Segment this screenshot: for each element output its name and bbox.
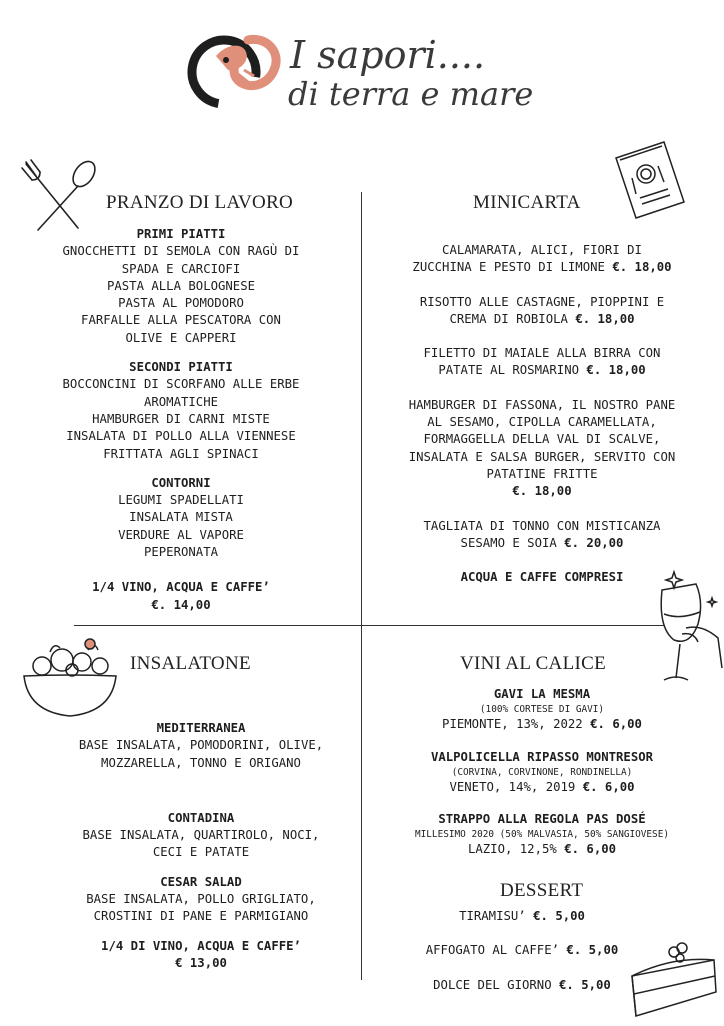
list-item: SPADA E CARCIOFI xyxy=(121,261,241,276)
list-item: VERDURE AL VAPORE xyxy=(118,527,244,542)
wine-name: GAVI LA MESMA xyxy=(493,687,591,701)
list-item: PEPERONATA xyxy=(143,545,219,560)
item-name: CESAR SALAD xyxy=(160,874,242,889)
wine-price: €. 6,00 xyxy=(582,779,635,794)
minicarta-section xyxy=(372,242,712,586)
item-line: CROSTINI DI PANE E PARMIGIANO xyxy=(93,909,309,924)
item-line: AL SESAMO, CIPOLLA CARAMELLATA, xyxy=(427,415,657,430)
secondi-heading: SECONDI PIATTI xyxy=(129,360,233,375)
minicarta-title: MINICARTA xyxy=(473,192,581,213)
list-item: OLIVE E CAPPERI xyxy=(125,330,237,345)
list-item xyxy=(372,345,712,380)
list-item: INSALATA MISTA xyxy=(129,510,233,525)
wine-name: STRAPPO ALLA REGOLA PAS DOSÉ xyxy=(438,812,646,827)
pranzo-title: PRANZO DI LAVORO xyxy=(106,192,294,213)
pranzo-section xyxy=(20,226,342,614)
item-price: €. 18,00 xyxy=(612,260,672,275)
item-line: CECI E PATATE xyxy=(152,845,250,860)
list-item xyxy=(372,242,712,277)
insalatone-title: INSALATONE xyxy=(130,653,251,674)
pranzo-includes: 1/4 VINO, ACQUA E CAFFE’ xyxy=(92,580,270,595)
item-line: FILETTO DI MAIALE ALLA BIRRA CON xyxy=(423,346,661,361)
dessert-name: AFFOGATO AL CAFFE’ xyxy=(425,943,560,958)
item-line: HAMBURGER DI FASSONA, IL NOSTRO PANE xyxy=(408,397,676,412)
item-line: BASE INSALATA, POLLO GRIGLIATO, xyxy=(86,892,316,907)
item-price: €. 18,00 xyxy=(512,484,572,499)
menu-card-icon xyxy=(612,138,688,228)
list-item xyxy=(40,874,362,926)
list-item: INSALATA DI POLLO ALLA VIENNESE xyxy=(66,429,296,444)
vini-section xyxy=(372,686,712,859)
dessert-price: €. 5,00 xyxy=(559,977,611,992)
pranzo-price: €. 14,00 xyxy=(151,597,211,612)
insalatone-includes: 1/4 DI VINO, ACQUA E CAFFE’ xyxy=(101,938,301,953)
wine-name: VALPOLICELLA RIPASSO MONTRESOR xyxy=(430,749,654,764)
vini-title: VINI AL CALICE xyxy=(460,653,606,674)
insalatone-section xyxy=(40,720,362,972)
list-item: BOCCONCINI DI SCORFANO ALLE ERBE xyxy=(62,377,300,392)
wine-note: (CORVINA, CORVINONE, RONDINELLA) xyxy=(451,766,633,778)
item-line: CALAMARATA, ALICI, FIORI DI xyxy=(442,243,642,257)
list-item xyxy=(372,686,712,734)
list-item: PASTA AL POMODORO xyxy=(118,296,244,311)
dessert-title: DESSERT xyxy=(500,880,584,901)
list-item xyxy=(372,518,712,553)
item-line: BASE INSALATA, QUARTIROLO, NOCI, xyxy=(82,828,320,843)
primi-heading: PRIMI PIATTI xyxy=(136,227,226,241)
item-price: €. 18,00 xyxy=(586,363,646,378)
list-item xyxy=(372,942,672,959)
wine-glass-icon xyxy=(652,568,724,692)
dessert-section xyxy=(372,908,672,994)
item-line: SESAMO E SOIA xyxy=(460,535,557,550)
list-item xyxy=(372,397,712,501)
item-name: MEDITERRANEA xyxy=(156,721,246,735)
insalatone-price: € 13,00 xyxy=(175,955,227,970)
secondi-group xyxy=(20,359,342,463)
list-item xyxy=(372,811,712,859)
item-line: INSALATA E SALSA BURGER, SERVITO CON xyxy=(408,449,676,464)
list-item xyxy=(372,294,712,329)
list-item: PASTA ALLA BOLOGNESE xyxy=(106,278,256,293)
brand-name-line1: I sapori.... xyxy=(290,33,486,77)
wine-note: (100% CORTESE DI GAVI) xyxy=(479,704,605,716)
item-line: MOZZARELLA, TONNO E ORIGANO xyxy=(101,755,301,770)
wine-detail: LAZIO, 12,5% xyxy=(467,842,557,857)
list-item xyxy=(372,908,672,925)
contorni-heading: CONTORNI xyxy=(151,475,211,490)
item-line: PATATE AL ROSMARINO xyxy=(438,363,580,378)
list-item xyxy=(372,749,712,797)
item-line: RISOTTO ALLE CASTAGNE, PIOPPINI E xyxy=(419,294,665,309)
list-item xyxy=(40,810,362,862)
list-item xyxy=(40,720,362,772)
list-item: LEGUMI SPADELLATI xyxy=(118,493,244,508)
dessert-price: €. 5,00 xyxy=(533,909,585,923)
wine-price: €. 6,00 xyxy=(590,717,642,732)
wine-detail: PIEMONTE, 13%, 2022 xyxy=(442,717,583,732)
item-line: ZUCCHINA E PESTO DI LIMONE xyxy=(412,260,605,275)
item-line: PATATINE FRITTE xyxy=(486,466,598,481)
brand-name-line2: di terra e mare xyxy=(288,75,534,113)
restaurant-logo xyxy=(186,30,286,110)
list-item: HAMBURGER DI CARNI MISTE xyxy=(92,411,270,426)
dessert-name: DOLCE DEL GIORNO xyxy=(433,977,552,992)
item-line: BASE INSALATA, POMODORINI, OLIVE, xyxy=(78,738,324,753)
list-item: FARFALLE ALLA PESCATORA CON xyxy=(81,313,281,328)
list-item xyxy=(372,977,672,994)
item-price: €. 18,00 xyxy=(575,311,635,326)
item-line: FORMAGGELLA DELLA VAL DI SCALVE, xyxy=(423,432,661,447)
list-item: GNOCCHETTI DI SEMOLA CON RAGÙ DI xyxy=(62,244,300,259)
wine-note: MILLESIMO 2020 (50% MALVASIA, 50% SANGIOVESE) xyxy=(415,829,669,841)
minicarta-includes: ACQUA E CAFFE COMPRESI xyxy=(460,570,624,585)
dessert-name: TIRAMISU’ xyxy=(459,909,526,923)
item-price: €. 20,00 xyxy=(564,535,624,550)
item-name: CONTADINA xyxy=(167,810,235,825)
list-item: AROMATICHE xyxy=(143,394,219,409)
primi-group xyxy=(20,226,342,347)
salad-bowl-icon xyxy=(20,632,120,726)
horizontal-divider xyxy=(74,625,664,626)
wine-price: €. 6,00 xyxy=(564,842,617,857)
wine-detail: VENETO, 14%, 2019 xyxy=(449,779,576,794)
item-line: TAGLIATA DI TONNO CON MISTICANZA xyxy=(423,518,661,533)
contorni-group xyxy=(20,475,342,561)
list-item: FRITTATA AGLI SPINACI xyxy=(103,446,259,461)
item-line: CREMA DI ROBIOLA xyxy=(449,311,576,326)
dessert-price: €. 5,00 xyxy=(566,943,619,958)
